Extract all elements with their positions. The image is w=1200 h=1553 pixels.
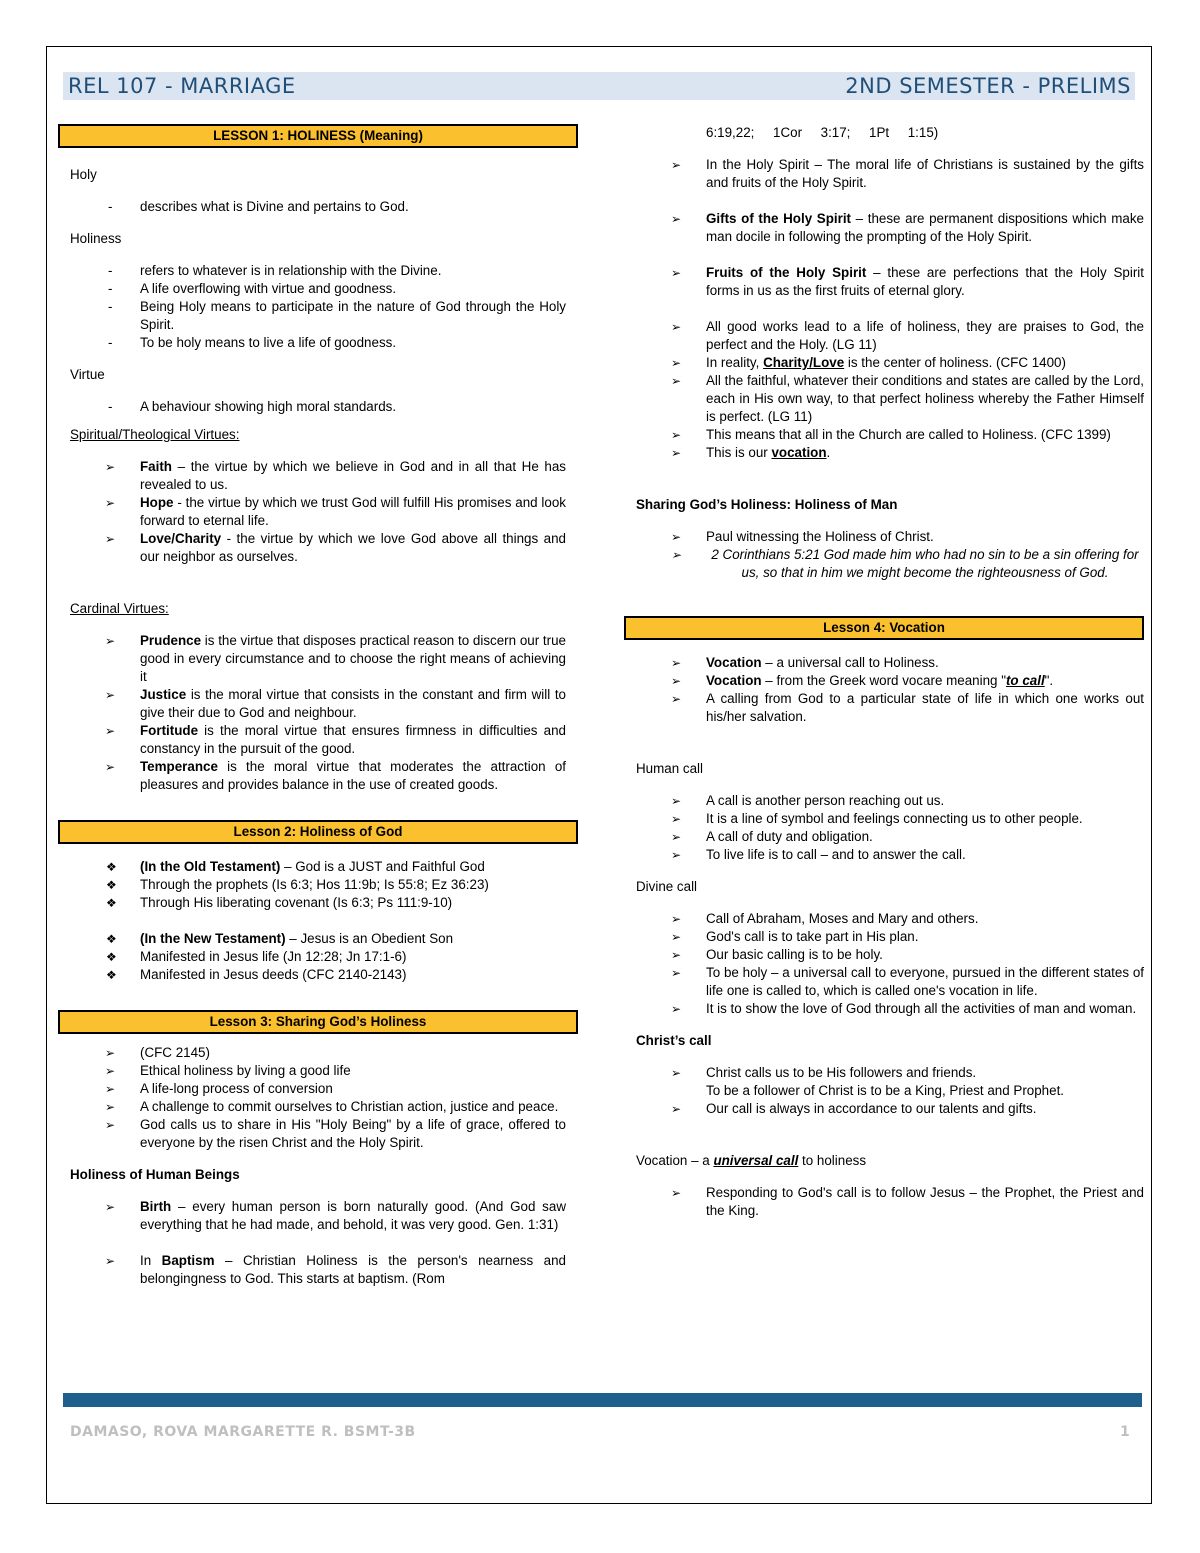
list-item: ➢ All the faithful, whatever their conditions and states are called by the Lord, each in His own way, to that perfect holiness whereby the Father Himself is perfect. (LG 11) [624,372,1144,426]
vocation-term: vocation [771,445,827,460]
list-item: ❖ Manifested in Jesus life (Jn 12:28; Jn 17:1-6) [58,948,578,966]
list-item [58,758,578,794]
page-header [63,72,1135,100]
virtue-term: Fortitude [140,723,199,738]
list-item: ❖ Through His liberating covenant (Is 6:3; Ps 111:9-10) [58,894,578,912]
christ-call-list [624,1064,1144,1082]
lesson-4-banner: Lesson 4: Vocation [624,616,1144,640]
holy-list [58,198,578,216]
list-item [58,494,578,530]
final-post: to holiness [798,1153,867,1168]
final-pre: Vocation – a [636,1153,714,1168]
reality-post: is the center of holiness. (CFC 1400) [844,355,1066,370]
list-item [58,858,578,876]
list-item [58,530,578,566]
v1-text: – a universal call to Holiness. [761,655,939,670]
list-item: ➢ Our call is always in accordance to our talents and gifts. [624,1100,1144,1118]
v2-term: Vocation [706,673,762,688]
list-item [624,354,1144,372]
list-item [624,264,1144,300]
universal-call-list [624,1184,1144,1220]
baptism-continued: 6:19,22; 1Cor 3:17; 1Pt 1:15) [706,125,939,140]
list-item: ➢ A challenge to commit ourselves to Christian action, justice and peace. [58,1098,578,1116]
divine-call-heading: Divine call [636,879,698,894]
list-item [624,672,1144,690]
list-item: ➢ A call is another person reaching out us. [624,792,1144,810]
list-item: ➢ In the Holy Spirit – The moral life of Christians is sustained by the gifts and fruits of the Holy Spirit. [624,156,1144,192]
human-call-list [624,792,1144,864]
list-item: - A behaviour showing high moral standards. [58,398,578,416]
list-item [58,458,578,494]
list-item: ➢ Christ calls us to be His followers and friends. [624,1064,1144,1082]
list-item: - refers to whatever is in relationship with the Divine. [58,262,578,280]
christ-note: To be a follower of Christ is to be a King, Priest and Prophet. [706,1083,1065,1098]
list-item [624,444,1144,462]
virtue-text: is the moral virtue that consists in the constant and firm will to give their due to God and neighbour. [140,687,566,720]
footer-bar [63,1393,1142,1407]
nt-term: (In the New Testament) [140,931,286,946]
cardinal-heading: Cardinal Virtues: [70,601,169,616]
birth-text: – every human person is born naturally good. (And God saw everything that he had made, and behold, it was very good. Gen. 1:31) [140,1199,566,1232]
list-item [58,1198,578,1234]
list-item [624,654,1144,672]
universal-call-heading [636,1152,1144,1170]
fruits-text: – these are perfections that the Holy Spirit forms in us as the first fruits of eternal glory. [706,265,1144,298]
new-testament-list [58,930,578,984]
lesson-3-banner: Lesson 3: Sharing God’s Holiness [58,1010,578,1034]
virtue-text: is the moral virtue that moderates the attraction of pleasures and provides balance in the use of created goods. [140,759,566,792]
sharing-heading: Sharing God’s Holiness: Holiness of Man [636,497,898,512]
list-item: ➢ 2 Corinthians 5:21 God made him who had no sin to be a sin offering for us, so that in him we might become the righteousness of God. [624,546,1144,582]
left-column [58,124,578,1288]
list-item: ➢ A calling from God to a particular state of life in which one works out his/her salvation. [624,690,1144,726]
virtue-text: is the moral virtue that ensures firmness in difficulties and constancy in the pursuit of the good. [140,723,566,756]
virtue-list [58,398,578,416]
divine-call-list [624,910,1144,1018]
v2-text: – from the Greek word vocare meaning " [761,673,1006,688]
list-item [58,722,578,758]
human-call-heading: Human call [636,761,703,776]
list-item: ➢ Ethical holiness by living a good life [58,1062,578,1080]
course-title: REL 107 - MARRIAGE [68,74,296,98]
spirit-list [624,156,1144,192]
list-item: - A life overflowing with virtue and goodness. [58,280,578,298]
term-title: 2ND SEMESTER - PRELIMS [845,74,1131,98]
term-holiness: Holiness [70,231,122,246]
list-item: ➢ It is to show the love of God through all the activities of man and woman. [624,1000,1144,1018]
list-item: ➢ God's call is to take part in His plan. [624,928,1144,946]
vocation-pre: This is our [706,445,772,460]
vocation-list [624,654,1144,726]
virtue-text: - the virtue by which we love God above all things and our neighbor as ourselves. [140,531,566,564]
virtue-term: Faith [140,459,172,474]
list-item [58,1252,578,1288]
holiness-list [58,262,578,352]
term-holy: Holy [70,167,97,182]
virtue-text: is the virtue that disposes practical reason to discern our true good in every circumstance and to choose the right means of achieving it [140,633,566,684]
baptism-list [58,1252,578,1288]
list-item: ❖ Manifested in Jesus deeds (CFC 2140-2143) [58,966,578,984]
virtue-text: – the virtue by which we believe in God and in all that He has revealed to us. [140,459,566,492]
lesson-3-list [58,1044,578,1152]
list-item: ➢ To live life is to call – and to answer the call. [624,846,1144,864]
v2-link: to call [1005,673,1045,688]
list-item: - Being Holy means to participate in the nature of God through the Holy Spirit. [58,298,578,334]
virtue-term: Hope [140,495,174,510]
virtue-term: Justice [140,687,187,702]
virtue-term: Temperance [140,759,218,774]
theological-heading: Spiritual/Theological Virtues: [70,427,240,442]
reality-pre: In reality, [706,355,764,370]
virtue-text: - the virtue by which we trust God will fulfill His promises and look forward to eternal life. [140,495,566,528]
list-item: ➢ This means that all in the Church are called to Holiness. (CFC 1399) [624,426,1144,444]
footer-author: DAMASO, ROVA MARGARETTE R. BSMT-3B [70,1424,416,1440]
theological-list [58,458,578,566]
old-testament-list [58,858,578,912]
nt-text: – Jesus is an Obedient Son [285,931,454,946]
list-item [624,210,1144,246]
list-item: ➢ A call of duty and obligation. [624,828,1144,846]
v2-end: ". [1044,673,1054,688]
lesson-2-banner: Lesson 2: Holiness of God [58,820,578,844]
list-item: ➢ All good works lead to a life of holiness, they are praises to God, the perfect and the Holy. (LG 11) [624,318,1144,354]
page-number: 1 [1120,1424,1130,1440]
christ-call-list-2 [624,1100,1144,1118]
reality-term: Charity/Love [763,355,845,370]
fruits-list [624,264,1144,300]
gifts-term: Gifts of the Holy Spirit [706,211,852,226]
gifts-list [624,210,1144,246]
list-item: ➢ God calls us to share in His "Holy Being" by a life of grace, offered to everyone by the risen Christ and the Holy Spirit. [58,1116,578,1152]
baptism-pre: In [140,1253,162,1268]
baptism-term: Baptism [161,1253,215,1268]
ot-text: – God is a JUST and Faithful God [280,859,485,874]
list-item: ➢ Responding to God's call is to follow Jesus – the Prophet, the Priest and the King. [624,1184,1144,1220]
human-beings-heading: Holiness of Human Beings [70,1167,240,1182]
final-term: universal call [713,1153,799,1168]
birth-term: Birth [140,1199,172,1214]
list-item [58,632,578,686]
list-item [58,930,578,948]
list-item: ➢ It is a line of symbol and feelings connecting us to other people. [624,810,1144,828]
ot-term: (In the Old Testament) [140,859,281,874]
list-item: ➢ Call of Abraham, Moses and Mary and others. [624,910,1144,928]
lesson-1-banner: LESSON 1: HOLINESS (Meaning) [58,124,578,148]
christ-call-heading: Christ’s call [636,1033,712,1048]
list-item: - describes what is Divine and pertains to God. [58,198,578,216]
sharing-list [624,528,1144,582]
list-item: ❖ Through the prophets (Is 6:3; Hos 11:9b; Is 55:8; Ez 36:23) [58,876,578,894]
works-list [624,318,1144,462]
right-column [624,124,1144,1220]
list-item: ➢ Paul witnessing the Holiness of Christ. [624,528,1144,546]
list-item: - To be holy means to live a life of goodness. [58,334,578,352]
list-item: ➢ (CFC 2145) [58,1044,578,1062]
list-item: ➢ A life-long process of conversion [58,1080,578,1098]
birth-list [58,1198,578,1234]
list-item: ➢ Our basic calling is to be holy. [624,946,1144,964]
fruits-term: Fruits of the Holy Spirit [706,265,867,280]
cardinal-list [58,632,578,794]
baptism-text: – Christian Holiness is the person's nearness and belongingness to God. This starts at baptism. (Rom [140,1253,567,1286]
list-item [58,686,578,722]
virtue-term: Love/Charity [140,531,222,546]
vocation-post: . [826,445,831,460]
term-virtue: Virtue [70,367,105,382]
virtue-term: Prudence [140,633,202,648]
gifts-text: – these are permanent dispositions which make man docile in following the prompting of the Holy Spirit. [706,211,1144,244]
v1-term: Vocation [706,655,762,670]
list-item: ➢ To be holy – a universal call to everyone, pursued in the different states of life one is called to, which is called one's vocation in life. [624,964,1144,1000]
